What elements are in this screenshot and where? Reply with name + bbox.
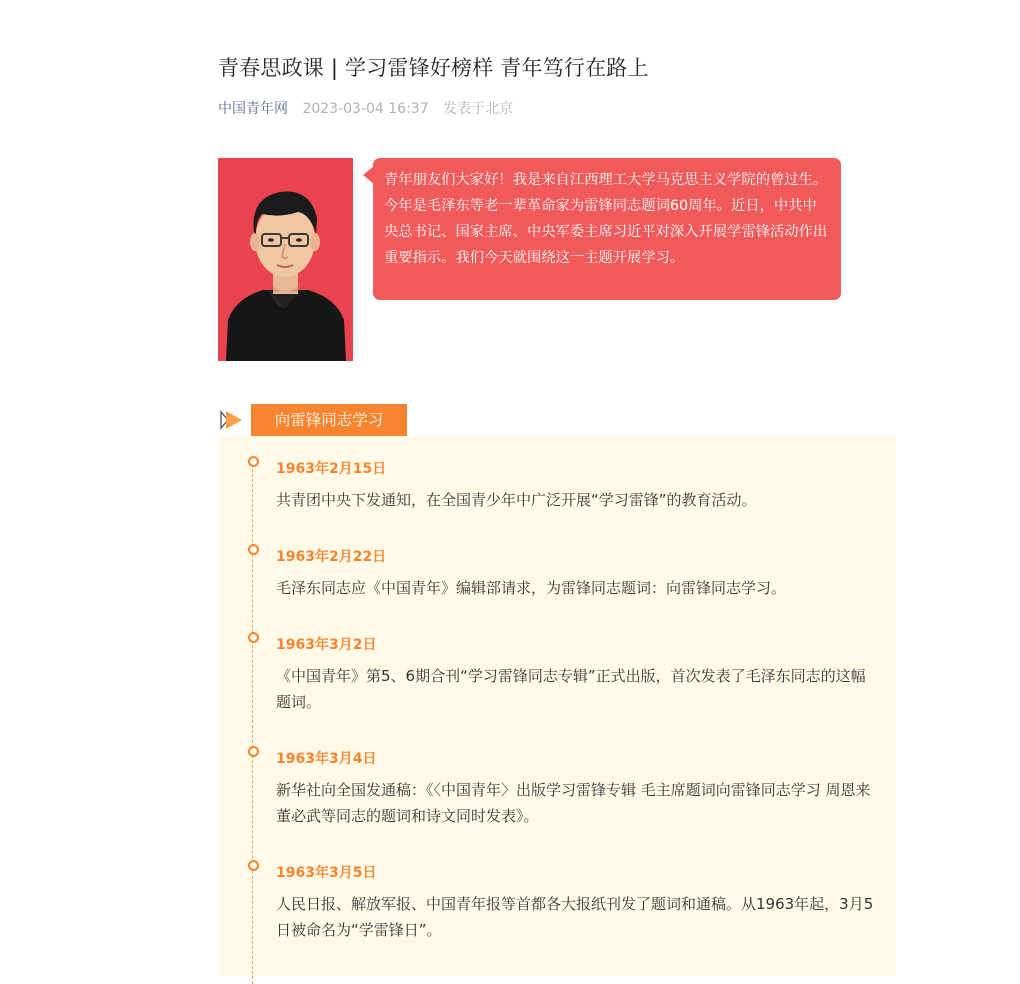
timeline-dot-icon: [248, 746, 259, 757]
timeline-text: 共青团中央下发通知，在全国青少年中广泛开展“学习雷锋”的教育活动。: [276, 491, 757, 509]
publish-location: 发表于北京: [443, 101, 514, 117]
timeline: [218, 436, 896, 976]
article-title: 青春思政课 | 学习雷锋好榜样 青年笃行在路上: [218, 56, 649, 80]
intro-text: 青年朋友们大家好！我是来自江西理工大学马克思主义学院的曾过生。今年是毛泽东等老一辈革命家为雷锋同志题词60周年。近日，中共中央总书记、国家主席、中央军委主席习近平对深入开展学雷锋活动作出重要指示。我们今天就围绕这一主题开展学习。: [384, 172, 828, 266]
portrait-illustration: [218, 158, 353, 361]
speaker-portrait: [218, 158, 353, 361]
timeline-dot-icon: [248, 456, 259, 467]
timeline-dot-icon: [248, 544, 259, 555]
timeline-date: 1963年3月4日: [276, 751, 377, 767]
section-title: 向雷锋同志学习: [251, 404, 407, 436]
timeline-dot-icon: [248, 632, 259, 643]
section-header: [218, 404, 418, 436]
source-link[interactable]: 中国青年网: [218, 101, 288, 117]
timeline-dot-icon: [248, 860, 259, 871]
timeline-date: 1963年2月22日: [276, 549, 387, 565]
timeline-date: 1963年2月15日: [276, 461, 387, 477]
timeline-date: 1963年3月5日: [276, 865, 377, 881]
timeline-text: 《中国青年》第5、6期合刊“学习雷锋同志专辑”正式出版，首次发表了毛泽东同志的这幅题词。: [276, 667, 866, 711]
timeline-text: 新华社向全国发通稿：《〈中国青年〉出版学习雷锋专辑 毛主席题词向雷锋同志学习 周恩来董必武等同志的题词和诗文同时发表》。: [276, 781, 871, 825]
intro-speech-bubble: [373, 158, 841, 300]
timeline-date: 1963年3月2日: [276, 637, 377, 653]
publish-date: 2023-03-04 16:37: [302, 101, 429, 117]
timeline-line: [252, 464, 253, 984]
timeline-text: 毛泽东同志应《中国青年》编辑部请求，为雷锋同志题词：向雷锋同志学习。: [276, 579, 787, 597]
article-meta: [218, 98, 513, 118]
timeline-text: 人民日报、解放军报、中国青年报等首都各大报纸刊发了题词和通稿。从1963年起，3月5日被命名为“学雷锋日”。: [276, 895, 874, 939]
play-arrow-icon: [220, 409, 242, 431]
